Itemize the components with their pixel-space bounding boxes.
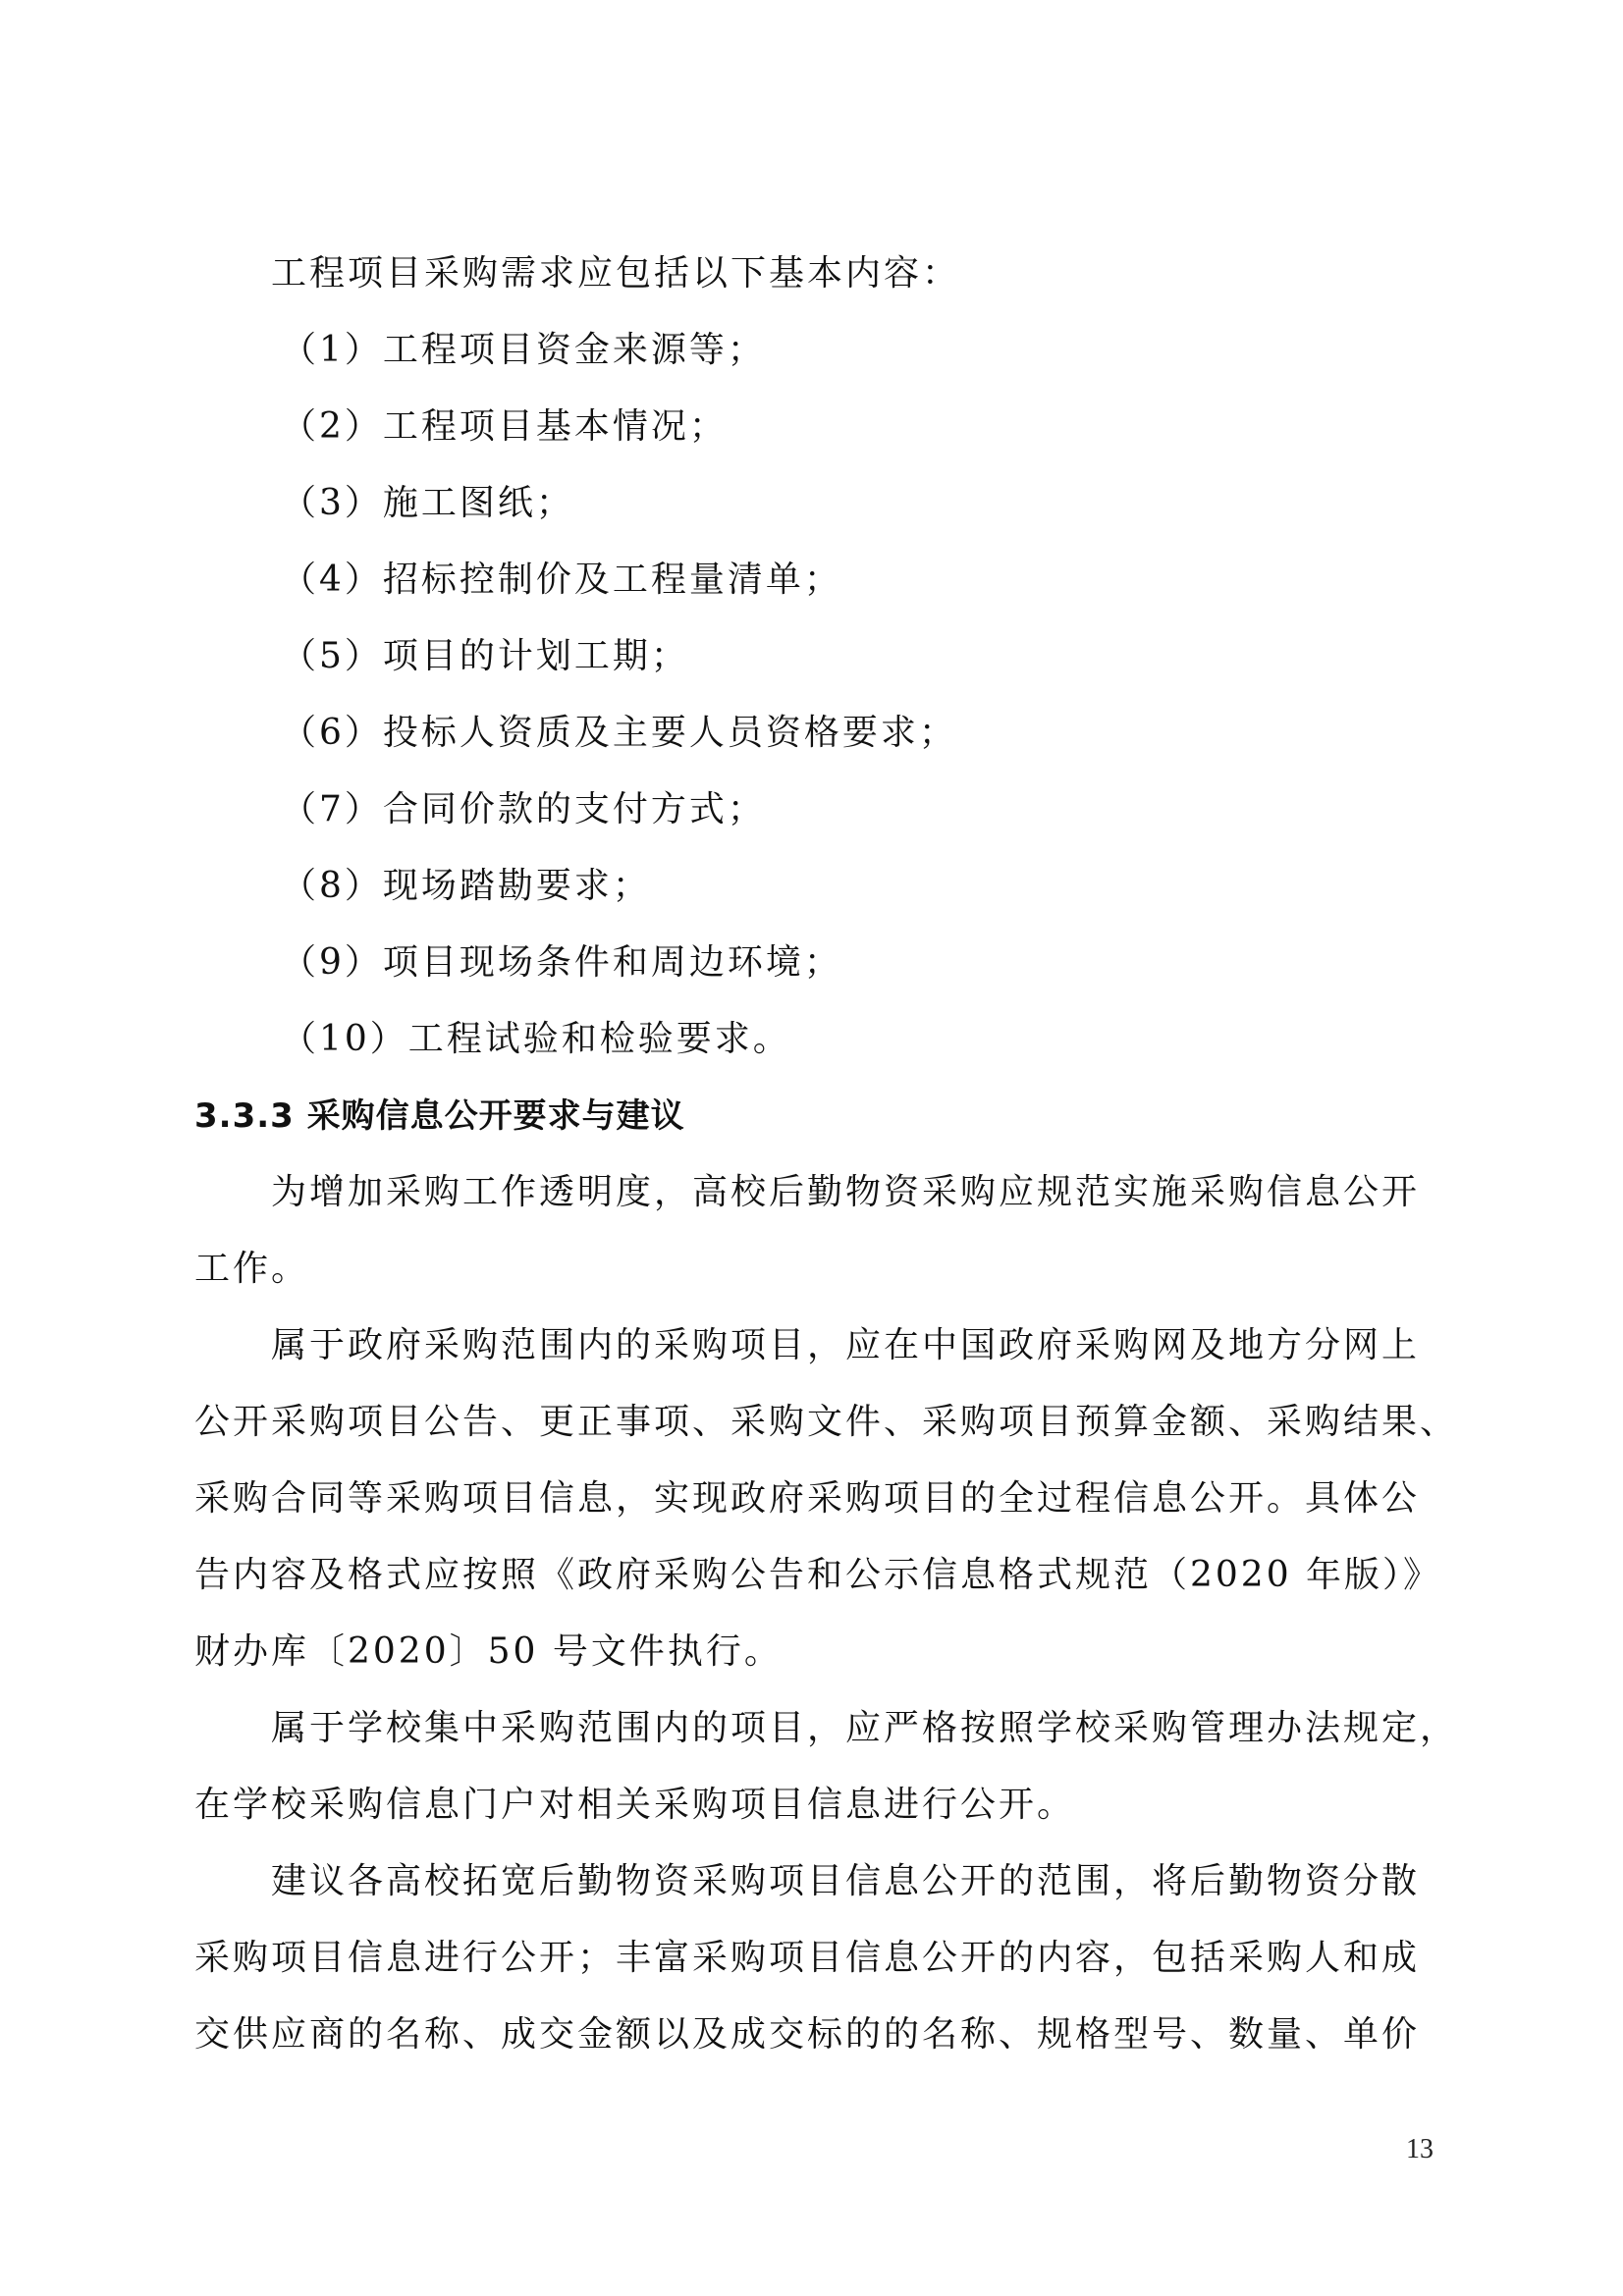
paragraph-line: 采购项目信息进行公开；丰富采购项目信息公开的内容，包括采购人和成: [194, 1938, 1421, 1978]
paragraph-government-procurement: [194, 1308, 1459, 1690]
intro-text: 工程项目采购需求应包括以下基本内容：: [271, 253, 961, 294]
paragraph-line: 在学校采购信息门户对相关采购项目信息进行公开。: [194, 1785, 1076, 1825]
list-item: （8）现场踏勘要求；: [281, 866, 651, 906]
paragraph-line: 采购合同等采购项目信息，实现政府采购项目的全过程信息公开。具体公: [194, 1478, 1421, 1519]
paragraph-line: 属于政府采购范围内的采购项目，应在中国政府采购网及地方分网上: [271, 1325, 1421, 1365]
list-item: （4）招标控制价及工程量清单；: [281, 560, 842, 600]
paragraph-line: 工作。: [194, 1249, 310, 1289]
requirements-list: [194, 312, 1434, 1078]
paragraph-line: 交供应商的名称、成交金额以及成交标的的名称、规格型号、数量、单价: [194, 2014, 1421, 2055]
paragraph-line: 属于学校集中采购范围内的项目，应严格按照学校采购管理办法规定，: [271, 1708, 1459, 1748]
list-item: （6）投标人资质及主要人员资格要求；: [281, 713, 957, 753]
paragraph-line: 为增加采购工作透明度，高校后勤物资采购应规范实施采购信息公开: [271, 1172, 1421, 1212]
paragraph-line: 公开采购项目公告、更正事项、采购文件、采购项目预算金额、采购结果、: [194, 1402, 1459, 1442]
list-item: （1）工程项目资金来源等；: [281, 330, 766, 370]
paragraph-line: 建议各高校拓宽后勤物资采购项目信息公开的范围，将后勤物资分散: [271, 1861, 1421, 1901]
list-item: （5）项目的计划工期；: [281, 636, 689, 676]
section-heading: 3.3.3 采购信息公开要求与建议: [194, 1096, 685, 1136]
document-body: [194, 236, 1459, 2073]
list-item: （9）项目现场条件和周边环境；: [281, 942, 842, 983]
paragraph-suggestion: [194, 1843, 1434, 2073]
list-item: （3）施工图纸；: [281, 483, 574, 523]
page-number: 13: [1406, 2134, 1434, 2164]
list-item: （7）合同价款的支付方式；: [281, 789, 766, 829]
list-item: （10）工程试验和检验要求。: [281, 1019, 791, 1059]
list-item: （2）工程项目基本情况；: [281, 406, 728, 447]
paragraph-school-procurement: [194, 1690, 1459, 1843]
paragraph-line: 告内容及格式应按照《政府采购公告和公示信息格式规范（2020 年版）》: [194, 1555, 1442, 1595]
paragraph-line: 财办库〔2020〕50 号文件执行。: [194, 1631, 783, 1672]
paragraph-transparency: [194, 1154, 1434, 1308]
